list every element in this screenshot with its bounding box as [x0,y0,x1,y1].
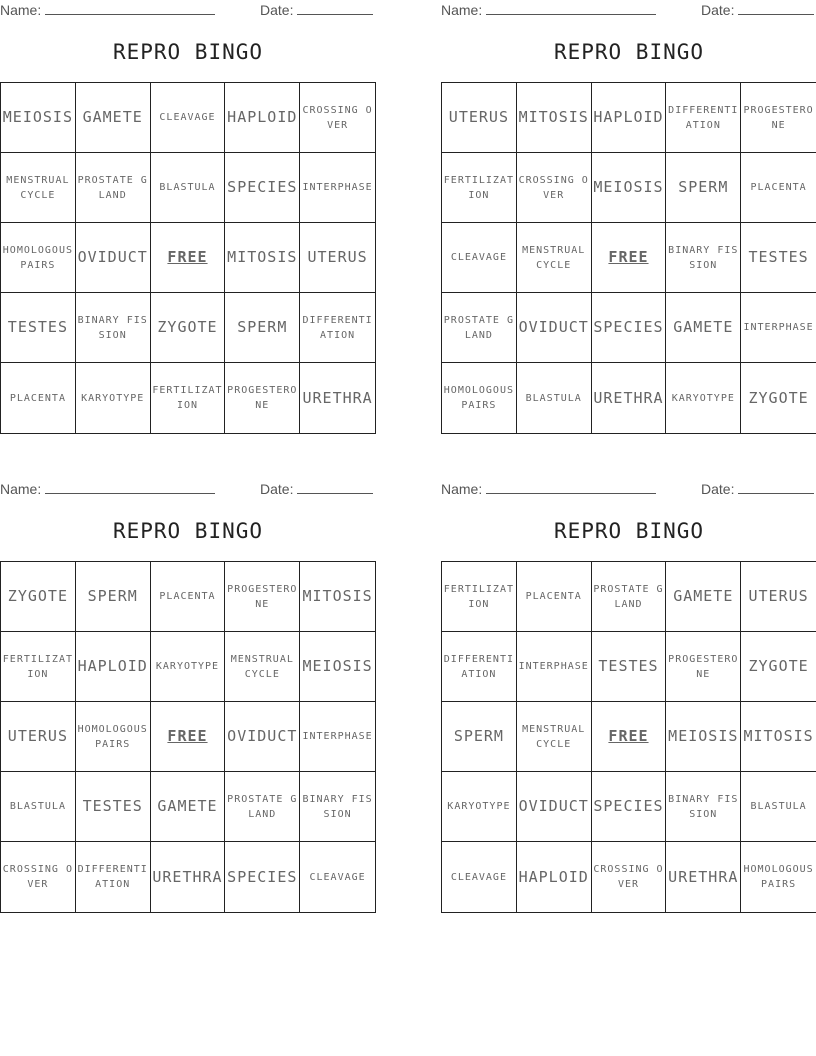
bingo-cell [442,562,517,632]
bingo-cell-text: SPERM [237,318,288,336]
bingo-cell [592,83,667,153]
bingo-cell [225,842,300,912]
bingo-cell-text: URETHRA [152,867,223,886]
bingo-cell-text: DIFFERENTIATION [443,653,514,680]
bingo-cell-text: OVIDUCT [518,797,589,815]
bingo-cell [442,772,517,842]
bingo-cell-text: KARYOTYPE [447,801,511,812]
bingo-cell-text: PLACENTA [9,392,66,404]
bingo-cell-text: UTERUS [448,108,509,126]
bingo-cell-text: FERTILIZATION [152,385,223,411]
bingo-cell-text: HAPLOID [518,867,589,886]
bingo-cell [300,293,375,363]
bingo-cell [517,363,592,433]
bingo-cell-text: INTERPHASE [302,731,373,742]
bingo-cell [300,702,375,772]
bingo-cell-text: HOMOLOGOUS PAIRS [77,723,148,750]
bingo-cell [1,153,76,223]
bingo-cell [517,702,592,772]
card-title: REPRO BINGO [112,40,264,64]
bingo-cell [76,702,151,772]
name-label: Name: [441,2,483,18]
bingo-cell-text: SPECIES [227,867,298,886]
name-line [486,482,656,494]
card-header [441,2,816,20]
bingo-cell-text: SPECIES [227,178,298,196]
bingo-cell [666,562,741,632]
bingo-cell [442,842,517,912]
bingo-cell-text: UTERUS [307,248,368,266]
bingo-cell-text: SPECIES [593,318,664,336]
bingo-cell-text: PROGESTERONE [743,104,814,131]
bingo-cell [76,223,151,293]
bingo-cell-text: PROSTATE GLAND [77,174,148,201]
bingo-cell [300,83,375,153]
card-header [0,2,376,20]
bingo-cell [225,702,300,772]
bingo-cell-text: CLEAVAGE [450,252,507,263]
bingo-cell-text: BINARY FISSION [668,793,739,820]
bingo-cell [741,293,816,363]
bingo-cell [1,632,76,702]
bingo-cell-text: GAMETE [157,797,218,815]
bingo-cell-text: CROSSING OVER [302,104,373,131]
bingo-cell [666,702,741,772]
bingo-cell-text: GAMETE [673,318,734,336]
bingo-cell [666,83,741,153]
bingo-cell-text: BLASTULA [750,801,807,812]
name-label: Name: [0,2,42,18]
free-space [592,223,667,293]
bingo-cell-text: PROSTATE GLAND [443,314,514,341]
name-label: Name: [0,481,42,497]
bingo-cell-text: BLASTULA [9,801,66,812]
bingo-cell-text: BLASTULA [525,392,582,404]
bingo-cell [442,83,517,153]
bingo-cell [517,153,592,223]
bingo-cell-text: MITOSIS [518,108,589,126]
bingo-cell-text: HAPLOID [227,108,298,126]
bingo-cell-text: MENSTRUAL CYCLE [522,723,586,750]
bingo-cell [592,842,667,912]
bingo-cell [151,83,226,153]
bingo-cell [517,223,592,293]
bingo-cell-text: PLACENTA [750,182,807,193]
name-line [45,482,215,494]
date-line [738,482,814,494]
bingo-cell-text: CLEAVAGE [159,112,216,123]
bingo-cell-text: TESTES [598,657,659,675]
bingo-cell-text: ZYGOTE [157,318,218,336]
date-line [297,3,373,15]
bingo-cell-text: CROSSING OVER [593,864,664,890]
bingo-cell-text: OVIDUCT [518,318,589,336]
bingo-cell-text: MEIOSIS [593,178,664,196]
bingo-cell [300,562,375,632]
bingo-cell-text: HAPLOID [593,108,664,126]
bingo-cell [151,772,226,842]
bingo-cell [1,772,76,842]
bingo-cell [1,562,76,632]
bingo-cell-text: BINARY FISSION [302,793,373,820]
bingo-cell-text: UTERUS [7,727,68,745]
bingo-cell-text: MITOSIS [743,727,814,745]
bingo-cell [517,293,592,363]
bingo-cell [76,293,151,363]
bingo-cell [666,632,741,702]
bingo-cell-text: MENSTRUAL CYCLE [522,244,586,271]
bingo-grid [441,561,816,913]
bingo-cell [300,153,375,223]
card-header [441,481,816,499]
bingo-cell-text: OVIDUCT [77,248,148,266]
bingo-cell-text: TESTES [748,248,809,266]
bingo-cell [76,842,151,912]
bingo-cell [442,702,517,772]
bingo-cell [592,363,667,433]
bingo-cell-text: MITOSIS [227,248,298,266]
bingo-cell [442,223,517,293]
bingo-cell-text: CLEAVAGE [309,871,366,883]
bingo-cell [741,562,816,632]
bingo-cell-text: FREE [167,248,208,266]
bingo-cell-text: SPERM [87,587,138,605]
bingo-cell-text: PROGESTERONE [227,583,298,610]
name-line [45,3,215,15]
bingo-cell [741,842,816,912]
bingo-cell-text: KARYOTYPE [671,392,735,404]
bingo-cell [442,363,517,433]
bingo-cell-text: HOMOLOGOUS PAIRS [743,864,814,890]
bingo-cell-text: FERTILIZATION [443,174,514,201]
bingo-cell-text: INTERPHASE [743,322,814,333]
bingo-cell-text: PROGESTERONE [668,653,739,680]
bingo-grid [0,561,376,913]
bingo-cell-text: PLACENTA [525,591,582,602]
bingo-cell-text: GAMETE [673,587,734,605]
bingo-cell-text: FERTILIZATION [443,583,514,610]
bingo-cell [666,842,741,912]
bingo-cell [151,842,226,912]
bingo-cell [517,562,592,632]
bingo-cell [300,223,375,293]
free-space [151,702,226,772]
date-label: Date: [260,2,294,18]
bingo-cell-text: BINARY FISSION [668,244,739,271]
bingo-cell-text: INTERPHASE [518,661,589,672]
date-line [297,482,373,494]
bingo-cell-text: FERTILIZATION [2,653,73,680]
bingo-cell [151,153,226,223]
bingo-cell-text: HOMOLOGOUS PAIRS [2,244,73,271]
bingo-cell [442,632,517,702]
card-header [0,481,376,499]
card-title: REPRO BINGO [553,40,705,64]
free-space [592,702,667,772]
bingo-cell [76,772,151,842]
bingo-cell [225,632,300,702]
bingo-cell-text: PROSTATE GLAND [227,793,298,820]
bingo-cell [76,562,151,632]
name-label: Name: [441,481,483,497]
bingo-cell [225,293,300,363]
bingo-cell [741,702,816,772]
bingo-cell [1,83,76,153]
bingo-cell-text: DIFFERENTIATION [668,104,739,131]
bingo-cell [666,153,741,223]
bingo-cell [517,772,592,842]
bingo-cell [225,363,300,433]
bingo-cell [517,842,592,912]
bingo-cell-text: BINARY FISSION [77,314,148,341]
bingo-cell [300,363,375,433]
bingo-cell-text: TESTES [82,797,143,815]
bingo-cell-text: ZYGOTE [7,587,68,605]
date-label: Date: [701,2,735,18]
bingo-cell [225,153,300,223]
bingo-cell [151,293,226,363]
bingo-cell-text: ZYGOTE [748,657,809,675]
bingo-cell-text: CROSSING OVER [2,864,73,890]
bingo-cell-text: CROSSING OVER [518,174,589,201]
bingo-cell-text: MENSTRUAL CYCLE [6,174,70,201]
bingo-cell-text: BLASTULA [159,182,216,193]
bingo-cell [1,363,76,433]
bingo-cell [666,772,741,842]
bingo-cell [517,83,592,153]
bingo-cell [151,562,226,632]
bingo-cell [225,772,300,842]
bingo-cell [225,562,300,632]
bingo-cell [151,632,226,702]
bingo-cell [666,223,741,293]
bingo-cell-text: KARYOTYPE [155,661,220,672]
bingo-cell-text: TESTES [7,318,68,336]
bingo-cell-text: GAMETE [82,108,143,126]
bingo-cell [442,293,517,363]
bingo-cell [300,842,375,912]
date-label: Date: [701,481,735,497]
bingo-cell-text: CLEAVAGE [450,871,507,883]
bingo-cell-text: MEIOSIS [668,727,739,745]
bingo-grid [0,82,376,434]
bingo-cell [592,632,667,702]
bingo-cell-text: SPERM [678,178,729,196]
bingo-cell-text: KARYOTYPE [81,392,145,404]
bingo-cell-text: HOMOLOGOUS PAIRS [443,385,514,411]
bingo-cell [592,772,667,842]
bingo-cell [76,632,151,702]
bingo-cell-text: PROSTATE GLAND [593,583,664,610]
bingo-cell [225,223,300,293]
bingo-cell-text: URETHRA [668,867,739,886]
bingo-cell [741,223,816,293]
bingo-cell-text: DIFFERENTIATION [77,864,148,890]
date-label: Date: [260,481,294,497]
bingo-cell-text: SPECIES [593,797,664,815]
bingo-cell [1,842,76,912]
bingo-cell-text: ZYGOTE [748,388,809,407]
bingo-cell-text: PROGESTERONE [227,385,298,411]
bingo-cell-text: DIFFERENTIATION [302,314,373,341]
bingo-cell-text: URETHRA [302,388,373,407]
bingo-cell [592,293,667,363]
bingo-cell-text: INTERPHASE [302,182,373,193]
bingo-cell-text: MEIOSIS [2,108,73,126]
bingo-cell-text: OVIDUCT [227,727,298,745]
bingo-cell [300,632,375,702]
bingo-cell-text: URETHRA [593,388,664,407]
bingo-cell [1,293,76,363]
bingo-cell [741,83,816,153]
bingo-cell [741,363,816,433]
bingo-cell [1,223,76,293]
card-title: REPRO BINGO [553,519,705,543]
bingo-cell [76,83,151,153]
bingo-cell [741,153,816,223]
bingo-cell-text: HAPLOID [77,657,148,675]
bingo-cell [76,153,151,223]
bingo-cell [592,153,667,223]
card-title: REPRO BINGO [112,519,264,543]
bingo-cell-text: FREE [608,248,649,266]
bingo-cell [517,632,592,702]
bingo-cell [666,363,741,433]
bingo-cell [300,772,375,842]
bingo-cell-text: FREE [167,727,208,745]
bingo-cell-text: PLACENTA [159,591,216,602]
bingo-cell [225,83,300,153]
bingo-cell [76,363,151,433]
bingo-cell-text: SPERM [453,727,504,745]
bingo-cell-text: MEIOSIS [302,657,373,675]
bingo-cell-text: MITOSIS [302,587,373,605]
free-space [151,223,226,293]
bingo-cell [592,562,667,632]
bingo-cell [741,632,816,702]
bingo-cell [666,293,741,363]
bingo-cell [741,772,816,842]
name-line [486,3,656,15]
bingo-cell-text: MENSTRUAL CYCLE [230,653,294,680]
bingo-cell-text: UTERUS [748,587,809,605]
bingo-grid [441,82,816,434]
bingo-cell [151,363,226,433]
bingo-cell [1,702,76,772]
bingo-cell-text: FREE [608,727,649,745]
bingo-cell [442,153,517,223]
date-line [738,3,814,15]
